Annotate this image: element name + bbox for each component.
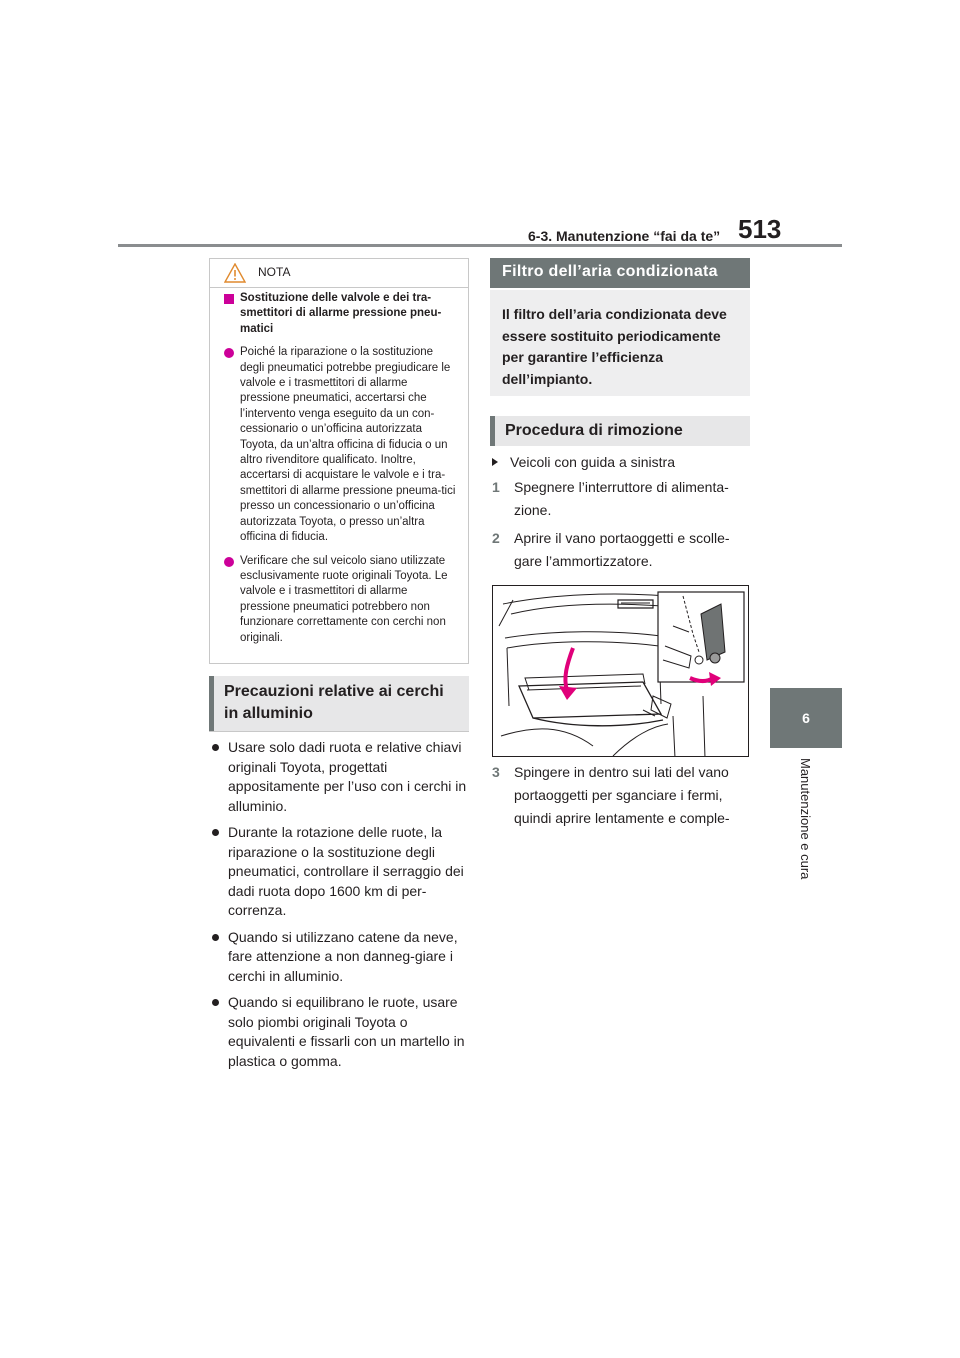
step-number: 2: [492, 530, 500, 546]
list-item: [212, 928, 470, 987]
step-text: Aprire il vano portaoggetti e scolle-gare l’ammortizzatore.: [514, 530, 730, 569]
procedure-step-2: [492, 527, 754, 573]
section-title-filtro: Filtro dell’aria condizionata: [490, 258, 750, 288]
glovebox-drawing: [493, 586, 749, 757]
nota-heading: [224, 291, 460, 337]
square-bullet-icon: [224, 294, 234, 304]
bullet-dot-icon: [212, 999, 219, 1006]
running-header-section: 6-3. Manutenzione “fai da te”: [528, 228, 721, 244]
chapter-label: [798, 758, 814, 908]
glovebox-illustration: [492, 585, 749, 757]
procedure-step-1: [492, 476, 754, 522]
step-text: Spingere in dentro sui lati del vano portaoggetti per sganciare i fermi, quindi aprire lentamente e comple-: [514, 764, 730, 826]
filtro-intro: Il filtro dell’aria condizionata deve essere sostituito periodicamente per garantire l’efficienza dell’impianto.: [490, 290, 750, 396]
nota-title: NOTA: [258, 265, 291, 279]
bullet-dot-icon: [212, 829, 219, 836]
list-item: [212, 738, 470, 816]
nota-heading-text: Sostituzione delle valvole e dei tra-smettitori di allarme pressione pneu-matici: [240, 292, 442, 335]
bullet-dot-icon: [212, 934, 219, 941]
chapter-tab[interactable]: 6: [770, 688, 842, 748]
section-title-procedura: Procedura di rimozione: [490, 416, 750, 446]
step-number: 3: [492, 764, 500, 780]
procedure-condition: [492, 451, 754, 474]
nota-box: [209, 258, 469, 664]
nota-item-text: Verificare che sul veicolo siano utilizzate esclusivamente ruote originali Toyota. Le valvole e i trasmettitori di allarme pressione pneumatici potrebbero non funzionare correttamente con cerchi non originali.: [240, 554, 448, 644]
list-item-text: Quando si equilibrano le ruote, usare solo piombi originali Toyota o equivalenti e fissarli con un martello in plastica o gomma.: [228, 994, 465, 1069]
warning-icon: [224, 263, 246, 283]
section-rule: [209, 731, 469, 732]
section-title-cerchi: Precauzioni relative ai cerchi in alluminio: [209, 676, 469, 731]
list-item: [212, 993, 470, 1071]
list-item: [212, 823, 470, 921]
chapter-label-text: Manutenzione e cura: [798, 758, 813, 880]
circle-bullet-icon: [224, 348, 234, 358]
nota-body: [224, 291, 460, 654]
procedure-step-3: [492, 761, 754, 830]
list-item-text: Usare solo dadi ruota e relative chiavi originali Toyota, progettati appositamente per l’uso con i cerchi in alluminio.: [228, 739, 467, 814]
bullet-dot-icon: [212, 744, 219, 751]
cerchi-bullet-list: [212, 738, 470, 1078]
step-text: Spegnere l’interruttore di alimenta-zione.: [514, 479, 729, 518]
list-item-text: Durante la rotazione delle ruote, la riparazione o la sostituzione degli pneumatici, controllare il serraggio dei dadi ruota dopo 1600 km di per-correnza.: [228, 824, 464, 918]
nota-item: [224, 554, 460, 646]
nota-header: [210, 259, 468, 288]
header-rule: [118, 244, 842, 247]
nota-item: [224, 345, 460, 545]
triangle-marker-icon: [492, 458, 498, 466]
circle-bullet-icon: [224, 557, 234, 567]
condition-text: Veicoli con guida a sinistra: [510, 454, 675, 470]
page-number: 513: [738, 214, 782, 244]
nota-item-text: Poiché la riparazione o la sostituzione degli pneumatici potrebbe pregiudicare le valvole e i trasmettitori di allarme pressione pneumatici, accertarsi che l’intervento venga eseguito da un con-cessionario o un’officina autorizzata Toyota, da un’altra officina di fiducia o un altro rivenditore qualificato. Inoltre, accertarsi di acquistare le valvole e i tra-smettitori di allarme pressione pneuma-tici presso un concessionario o un’officina autorizzata Toyota, o presso un’altra officina di fiducia.: [240, 346, 456, 544]
list-item-text: Quando si utilizzano catene da neve, fare attenzione a non danneg-giare i cerchi in alluminio.: [228, 928, 458, 984]
step-number: 1: [492, 479, 500, 495]
